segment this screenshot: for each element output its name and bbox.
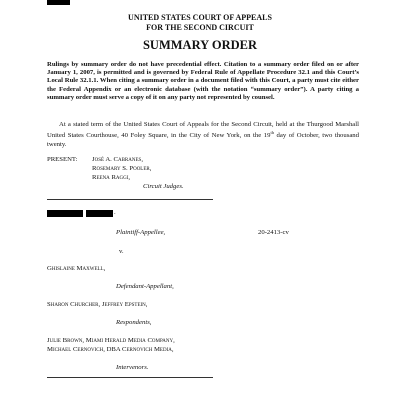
present-label: PRESENT:	[47, 156, 78, 163]
judge-name: Reena Raggi,	[92, 174, 131, 181]
intervenors-role: Intervenors.	[116, 364, 149, 371]
defendant-name: Ghislaine Maxwell,	[47, 265, 106, 272]
versus: v.	[119, 248, 124, 255]
defendant-role: Defendant-Appellant,	[116, 283, 174, 290]
redaction-period: .	[114, 209, 116, 216]
redaction-bar-header	[47, 0, 70, 5]
respondents-role: Respondents,	[116, 319, 152, 326]
court-heading	[0, 13, 400, 32]
judges-role: Circuit Judges.	[143, 183, 184, 190]
plaintiff-role: Plaintiff-Appellee,	[116, 229, 166, 236]
term-sup: th	[270, 130, 274, 136]
intervenors-names: Michael Cernovich, DBA Cernovich Media,	[47, 346, 174, 353]
respondents-names: Sharon Churcher, Jeffrey Epstein,	[47, 301, 148, 308]
term-text: At a stated term of the United States Court of Appeals for the Second Circuit, held at the Thurgood Marshall United States Courthouse, 40 Foley Square, in the City of New York, on the 19	[47, 121, 359, 140]
intervenors-names: Julie Brown, Miami Herald Media Company,	[47, 337, 175, 344]
redaction-bar-plaintiff	[47, 210, 83, 217]
court-circuit: FOR THE SECOND CIRCUIT	[146, 22, 254, 32]
divider-rule	[47, 199, 213, 200]
term-text-end: day of October, two thousand twenty.	[47, 132, 359, 148]
precedential-notice: Rulings by summary order do not have precedential effect. Citation to a summary order filed on or after January 1, 2007, is permitted and is governed by Federal Rule of Appellate Procedure 32.1 and this Court’s Local Rule 32.1.1. When citing a summary order in a document filed with this Court, a party must cite either the Federal Appendix or an electronic database (with the notation “summary order”). A party citing a summary order must serve a copy of it on any party not represented by counsel.	[47, 61, 359, 101]
judge-name: Rosemary S. Pooler,	[92, 165, 152, 172]
divider-rule	[47, 377, 213, 378]
document-title: SUMMARY ORDER	[142, 38, 258, 52]
term-paragraph	[47, 121, 359, 149]
docket-number: 20-2413-cv	[258, 229, 289, 236]
court-name: UNITED STATES COURT OF APPEALS	[128, 13, 272, 22]
judge-name: José A. Cabranes,	[92, 156, 143, 163]
redaction-bar-plaintiff	[86, 210, 113, 217]
